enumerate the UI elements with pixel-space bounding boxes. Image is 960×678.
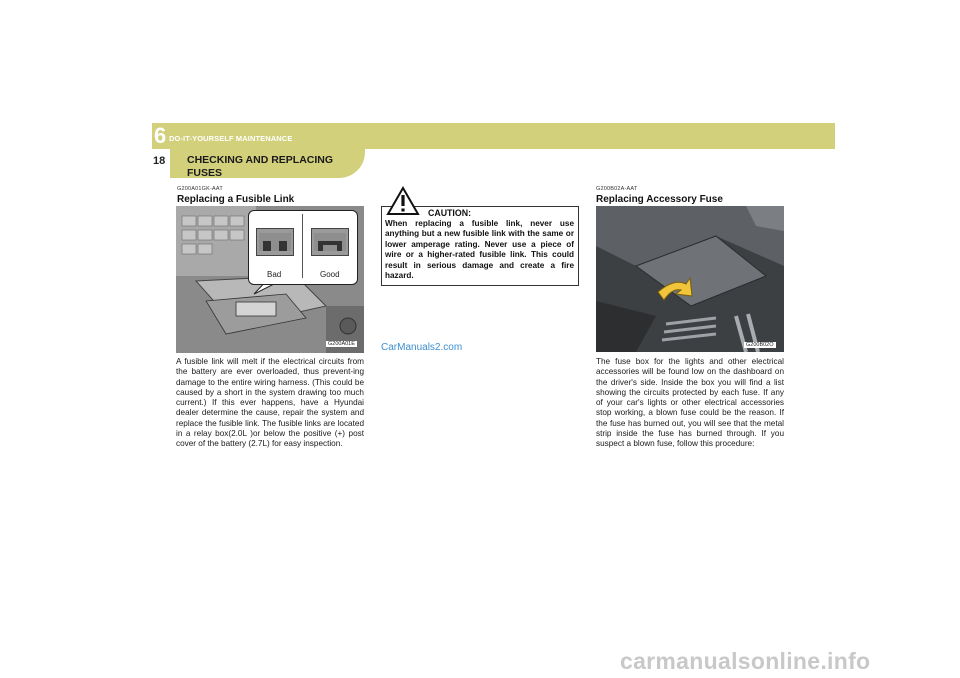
carmanuals-link[interactable]: CarManuals2.com [381, 342, 463, 353]
reference-code: G200A01GK-AAT [177, 186, 223, 192]
label-good: Good [320, 270, 340, 279]
chapter-title: DO-IT-YOURSELF MAINTENANCE [169, 134, 293, 143]
site-watermark: carmanualsonline.info [620, 648, 871, 674]
section-heading: CHECKING AND REPLACING FUSES [187, 154, 334, 179]
broken-link-icon [257, 229, 293, 255]
fusible-link-paragraph: A fusible link will melt if the electrical circuits from the battery are ever overloaded, thus prevent-ing damage to the entire wiring harness. (This could be caused by a short in the system drawing too much current.) If this ever happens, have a Hyundai dealer determine the cause, repair the system and replace the fusible link. The fusible links are located in a relay box(2.0L )or below the positive (+) post cover of the battery (2.7L) for easy inspection. [176, 357, 364, 449]
dashboard-illustration [596, 206, 784, 352]
accessory-fuse-photo [596, 206, 784, 352]
figure-code: G200B02O [746, 342, 774, 348]
intact-link-icon [312, 229, 348, 255]
page-number: 18 [153, 155, 166, 167]
accessory-fuse-paragraph: The fuse box for the lights and other electrical accessories will be found low on the dashboard on the driver's side. Inside the box you will find a list showing the circuits protected by each fuse. If any of your car's lights or other electrical accessories stop working, a blown fuse could be the reason. If the fuse has burned out, you will see that the metal strip inside the fuse has burned through. If you suspect a blown fuse, follow this procedure: [596, 357, 784, 449]
warning-icon [386, 186, 420, 216]
label-bad: Bad [267, 270, 282, 279]
subheading: Replacing Accessory Fuse [596, 194, 723, 205]
figure-code: G200A01E [328, 341, 355, 347]
good-fuse-diagram [311, 228, 349, 256]
reference-code: G200B02A-AAT [596, 186, 638, 192]
caution-title: CAUTION: [428, 208, 472, 218]
caution-text: When replacing a fusible link, never use anything but a new fusible link with the same or lower amperage rating. Never use a piece of wire or a higher-rated fusible link. This could result in serious damage and create a fire hazard. [385, 219, 574, 281]
callout-divider [302, 214, 303, 278]
chapter-number: 6 [154, 123, 167, 148]
bad-fuse-diagram [256, 228, 294, 256]
subheading: Replacing a Fusible Link [177, 194, 295, 205]
